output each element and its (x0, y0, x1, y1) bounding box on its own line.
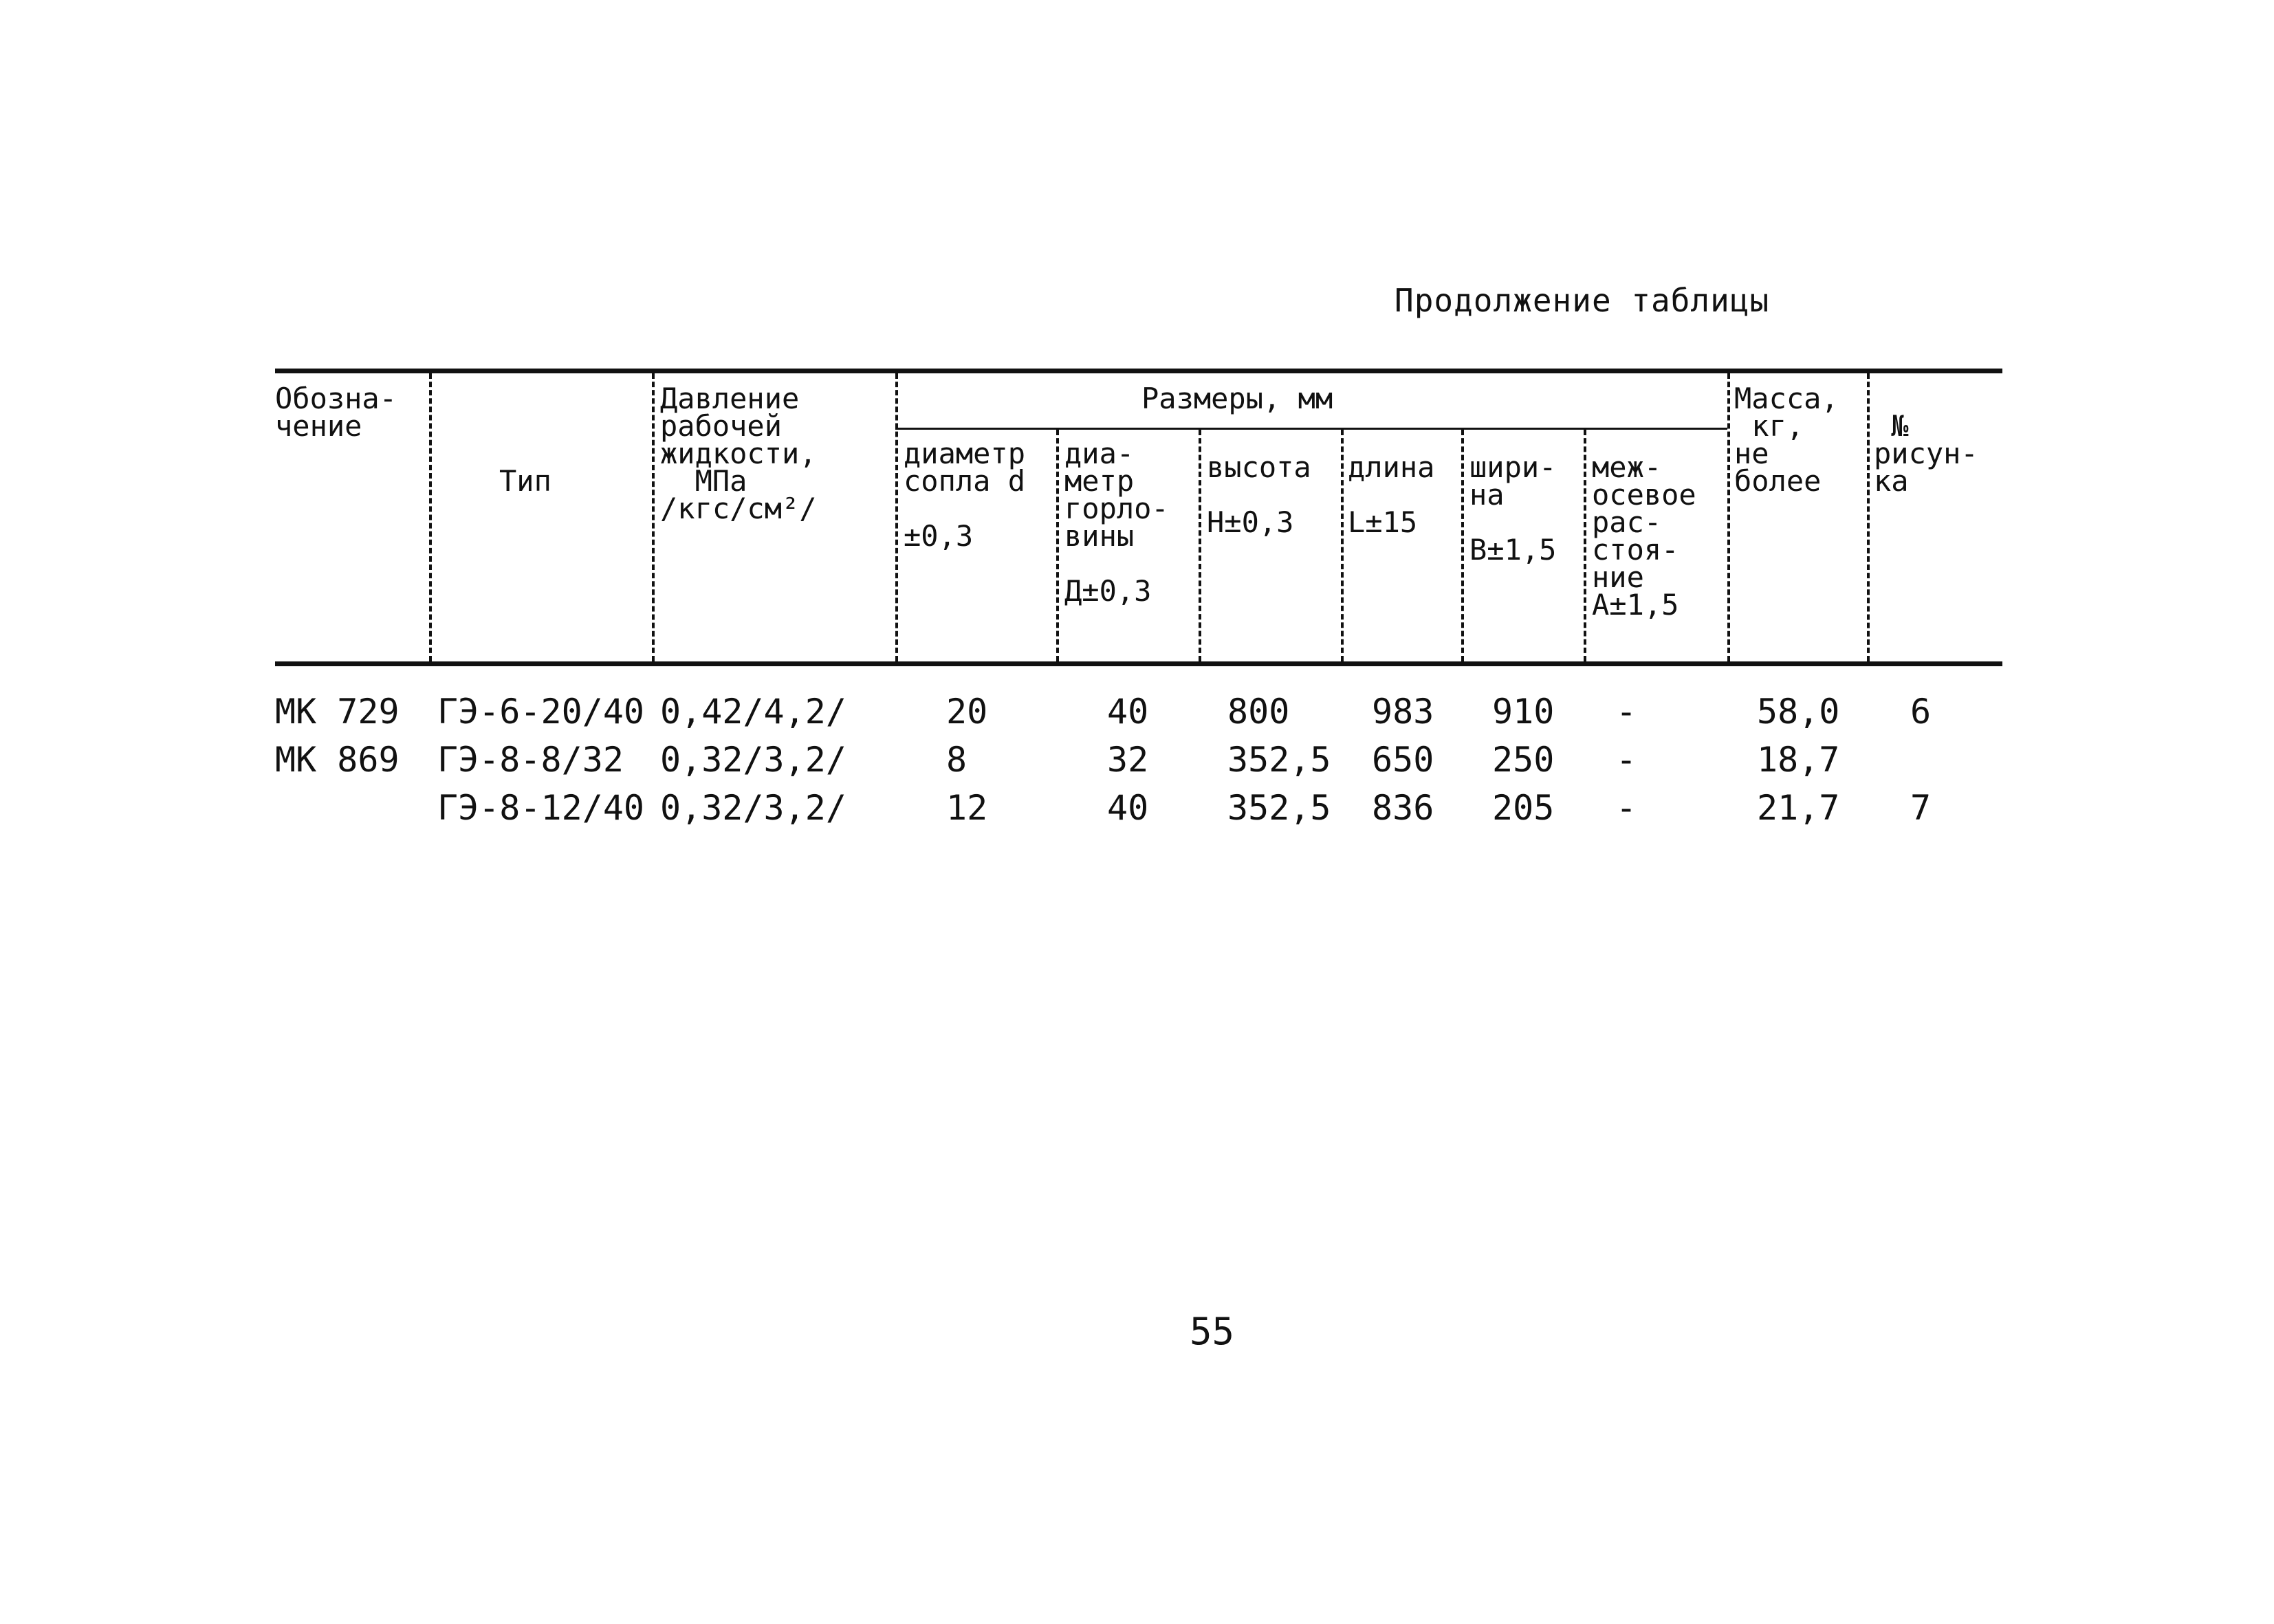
header-designation: Обозна- чение (275, 382, 397, 443)
table-header-bottom-rule (275, 661, 2002, 666)
row-type: ГЭ-8-8/32 (437, 740, 624, 780)
header-height: высота Н±0,3 (1207, 450, 1311, 539)
row-type: ГЭ-6-20/40 (437, 692, 645, 732)
row-mass: 58,0 (1757, 692, 1840, 732)
row-width: 205 (1492, 788, 1555, 828)
column-divider (1341, 430, 1344, 661)
row-axial: - (1616, 788, 1637, 828)
header-type: Тип (499, 464, 551, 498)
row-figure: 7 (1910, 788, 1932, 828)
row-length: 836 (1372, 788, 1434, 828)
header-throat-diameter: диа- метр горло- вины Д±0,3 (1064, 437, 1169, 608)
row-throat: 40 (1107, 692, 1149, 732)
row-height: 352,5 (1227, 788, 1331, 828)
row-type: ГЭ-8-12/40 (437, 788, 645, 828)
table-caption: Продолжение таблицы (1395, 282, 1770, 319)
header-axial-distance: меж- осевое рас- стоя- ние А±1,5 (1592, 450, 1696, 622)
row-length: 650 (1372, 740, 1434, 780)
row-height: 800 (1227, 692, 1290, 732)
row-height: 352,5 (1227, 740, 1331, 780)
row-figure: 6 (1910, 692, 1932, 732)
header-length: длина L±15 (1348, 450, 1435, 539)
row-pressure: 0,32/3,2/ (660, 740, 846, 780)
header-nozzle-diameter: диаметр сопла d ±0,3 (904, 437, 1026, 553)
header-pressure: Давление рабочей жидкости, МПа /кгс/см²/ (660, 382, 817, 525)
row-nozzle: 8 (946, 740, 967, 780)
row-axial: - (1616, 740, 1637, 780)
column-divider (1727, 373, 1730, 661)
table-top-rule (275, 369, 2002, 373)
row-throat: 32 (1107, 740, 1149, 780)
row-length: 983 (1372, 692, 1434, 732)
row-width: 250 (1492, 740, 1555, 780)
row-nozzle: 12 (946, 788, 988, 828)
header-width: шири- на В±1,5 (1469, 450, 1557, 567)
column-divider (652, 373, 655, 661)
row-designation: МК 729 (275, 692, 400, 732)
row-mass: 21,7 (1757, 788, 1840, 828)
column-divider (1056, 430, 1059, 661)
sizes-header-rule (895, 428, 1727, 430)
header-figure-number: № рисун- ка (1874, 409, 1978, 498)
page-number: 55 (1190, 1310, 1235, 1353)
header-sizes: Размеры, мм (1141, 382, 1333, 415)
column-divider (429, 373, 432, 661)
column-divider (895, 373, 898, 661)
column-divider (1584, 430, 1586, 661)
column-divider (1867, 373, 1870, 661)
row-width: 910 (1492, 692, 1555, 732)
header-mass: Масса, кг, не более (1734, 382, 1839, 498)
row-mass: 18,7 (1757, 740, 1840, 780)
row-pressure: 0,42/4,2/ (660, 692, 846, 732)
column-divider (1461, 430, 1464, 661)
row-nozzle: 20 (946, 692, 988, 732)
column-divider (1199, 430, 1201, 661)
row-designation: МК 869 (275, 740, 400, 780)
row-throat: 40 (1107, 788, 1149, 828)
row-axial: - (1616, 692, 1637, 732)
row-pressure: 0,32/3,2/ (660, 788, 846, 828)
